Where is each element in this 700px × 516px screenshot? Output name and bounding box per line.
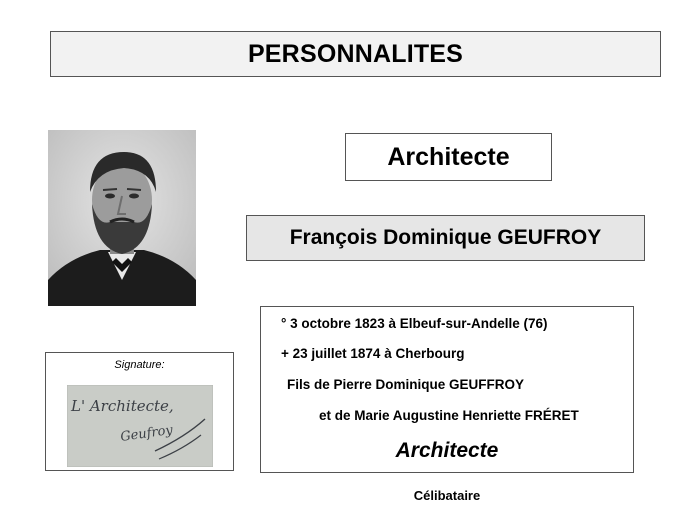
death-line: + 23 juillet 1874 à Cherbourg: [281, 346, 465, 361]
profession-box: [345, 133, 552, 181]
biography-box: [260, 306, 634, 473]
signature-icon: [67, 385, 213, 467]
portrait-icon: [48, 130, 196, 306]
portrait-photo: [48, 130, 196, 306]
signature-name-script: Geufroy: [119, 422, 174, 445]
page-title-box: [50, 31, 661, 77]
signature-label: Signature:: [114, 359, 165, 371]
profession-label: Architecte: [387, 142, 510, 171]
person-name: François Dominique GEUFROY: [289, 226, 602, 249]
birth-line: ° 3 octobre 1823 à Elbeuf-sur-Andelle (76): [281, 316, 548, 331]
signature-box: [45, 352, 234, 471]
marital-status: Célibataire: [413, 488, 481, 503]
signature-title-script: L' Architecte,: [71, 397, 174, 415]
mother-line: et de Marie Augustine Henriette FRÉRET: [319, 408, 579, 423]
page-title: PERSONNALITES: [247, 39, 464, 68]
signature-image: [67, 385, 213, 467]
biography-profession: Architecte: [395, 439, 499, 462]
name-box: [246, 215, 645, 261]
father-line: Fils de Pierre Dominique GEUFFROY: [287, 377, 525, 392]
